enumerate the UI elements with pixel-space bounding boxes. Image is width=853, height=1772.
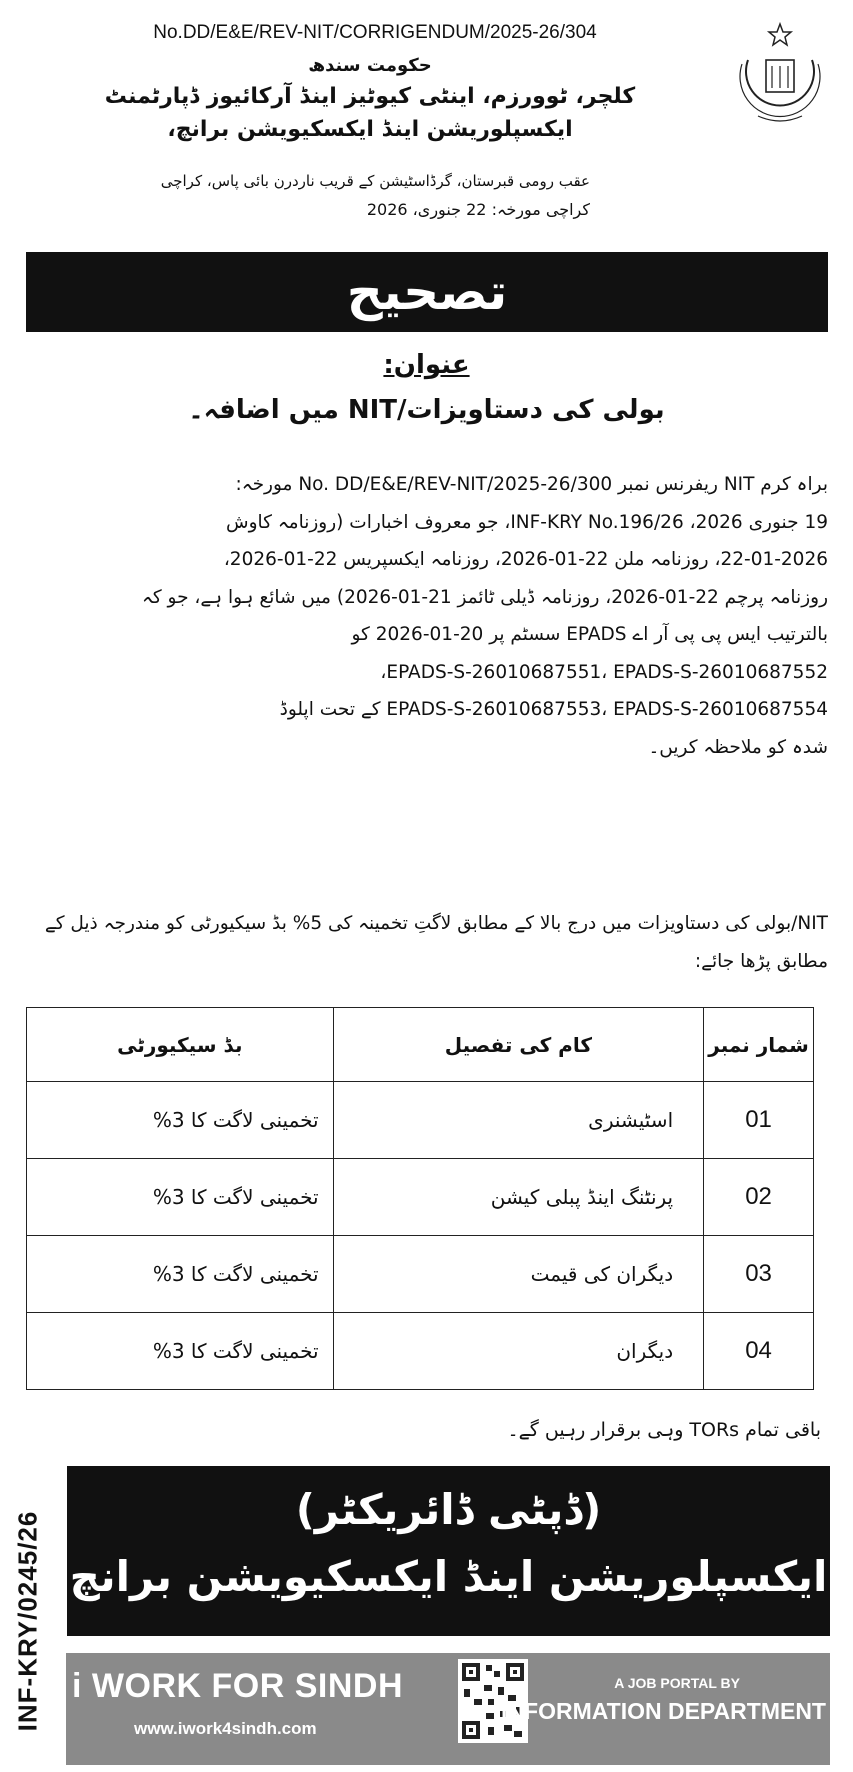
signatory-title: (ڈپٹی ڈائریکٹر) [295, 1485, 602, 1534]
paragraph-line: 19 جنوری 2026، INF-KRY No.196/26، جو معروف اخبارات (روزنامہ کاوش [226, 511, 828, 533]
paragraph-line: بالترتیب ایس پی پی آر اے EPADS سسٹم پر 20-01-2026 کو [351, 624, 828, 645]
signature-block [67, 1466, 830, 1636]
reference-paragraph [26, 466, 828, 766]
brand-text: WORK FOR SINDH [91, 1667, 403, 1705]
reference-number: No.DD/E&E/REV-NIT/CORRIGENDUM/2025-26/304 [153, 22, 597, 43]
bid-security-paragraph: NIT/بولی کی دستاویزات میں درج بالا کے مطابق لاگتِ تخمینہ کی 5% بڈ سیکیورٹی کو مندرجہ ذیل کے مطابق پڑھا جائے: [44, 913, 828, 972]
table-row [27, 1236, 814, 1313]
branch-name: ایکسپلوریشن اینڈ ایکسکیویشن برانچ، [167, 117, 573, 142]
subject-text: بولی کی دستاویزات/NIT میں اضافہ۔ [188, 395, 665, 425]
header-security: بڈ سیکیورٹی [27, 1008, 334, 1082]
notice-date: کراچی مورخہ: 22 جنوری، 2026 [366, 200, 590, 219]
office-address: عقب رومی قبرستان، گرڈاسٹیشن کے قریب ناردرن بائی پاس، کراچی [160, 172, 590, 190]
row-serial: 02 [704, 1159, 814, 1236]
row-security: تخمینی لاگت کا 3% [27, 1313, 334, 1390]
department-name: کلچر، ٹوورزم، اینٹی کیوٹیز اینڈ آرکائیوز ڈپارٹمنٹ [104, 84, 636, 109]
government-seal-icon [728, 20, 832, 132]
government-name: حکومت سندھ [308, 55, 432, 76]
brand-i-icon: i [72, 1667, 82, 1705]
issuing-office-header [40, 52, 700, 146]
portal-footer [66, 1653, 830, 1765]
row-description: پرنٹنگ اینڈ پبلی کیشن [333, 1159, 704, 1236]
table-row [27, 1159, 814, 1236]
row-description: دیگران [333, 1313, 704, 1390]
row-serial: 03 [704, 1236, 814, 1313]
row-description: اسٹیشنری [333, 1082, 704, 1159]
information-department: INFORMATION DEPARTMENT [501, 1698, 826, 1724]
row-security: تخمینی لاگت کا 3% [27, 1159, 334, 1236]
paragraph-line: شدہ کو ملاحظہ کریں۔ [648, 736, 828, 758]
paragraph-line: EPADS-S-26010687553، EPADS-S-26010687554 کے تحت اپلوڈ [279, 699, 828, 720]
row-description: دیگران کی قیمت [333, 1236, 704, 1313]
table-header-row [27, 1008, 814, 1082]
paragraph-line: روزنامہ پرچم 22-01-2026، روزنامہ ڈیلی ٹائمز 21-01-2026) میں شائع ہوا ہے، جو کہ [142, 586, 828, 608]
table-row [27, 1082, 814, 1159]
row-security: تخمینی لاگت کا 3% [27, 1082, 334, 1159]
advertisement-code-text: INF-KRY/0245/26 [12, 1510, 43, 1732]
advertisement-code [8, 1474, 48, 1768]
paragraph-line: براہ کرم NIT ریفرنس نمبر No. DD/E&E/REV-NIT/2025-26/300 مورخہ: [235, 474, 828, 495]
table-row [27, 1313, 814, 1390]
row-serial: 04 [704, 1313, 814, 1390]
header-serial: شمار نمبر [704, 1008, 814, 1082]
portal-url-link[interactable]: www.iwork4sindh.com [134, 1719, 317, 1738]
tors-footnote: باقی تمام TORs وہی برقرار رہیں گے۔ [507, 1419, 821, 1441]
row-serial: 01 [704, 1082, 814, 1159]
signatory-branch: ایکسپلوریشن اینڈ ایکسکیویشن برانچ [69, 1552, 828, 1601]
row-security: تخمینی لاگت کا 3% [27, 1236, 334, 1313]
portal-brand [72, 1667, 403, 1706]
corrigendum-banner: تصحیح [26, 252, 828, 332]
portal-tagline: A JOB PORTAL BY [614, 1675, 740, 1691]
bid-security-table [26, 1007, 814, 1390]
paragraph-line: EPADS-S-26010687551، EPADS-S-26010687552، [380, 661, 828, 683]
header-description: کام کی تفصیل [333, 1008, 704, 1082]
subject-label: عنوان: [383, 350, 470, 380]
paragraph-line: 22-01-2026، روزنامہ ملن 22-01-2026، روزنامہ ایکسپریس 22-01-2026، [223, 549, 828, 570]
